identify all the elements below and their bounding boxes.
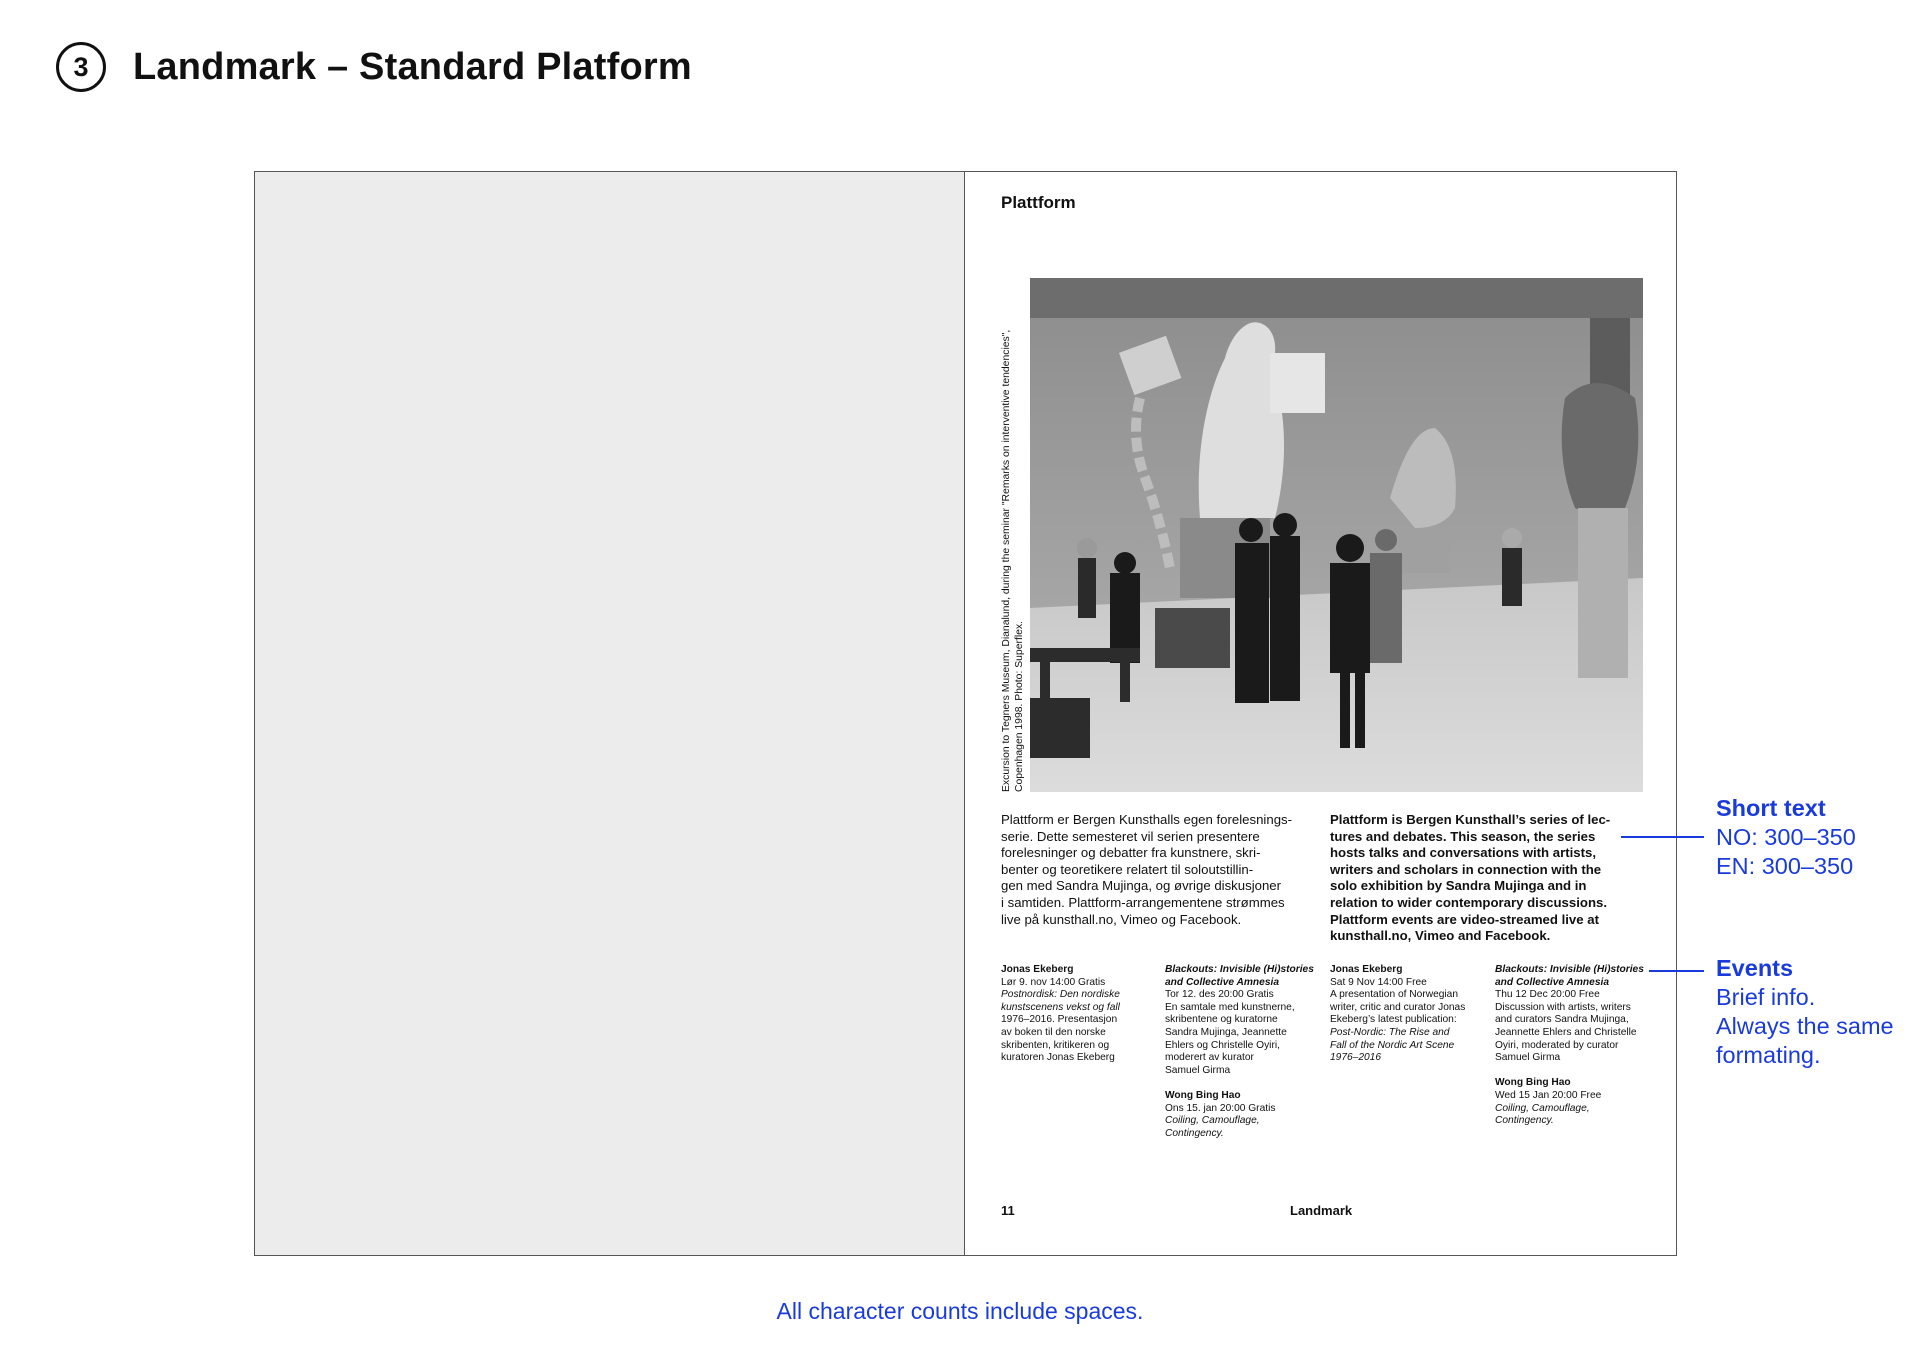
event-detail-line: Jeannette Ehlers and Christelle	[1495, 1026, 1637, 1038]
event-title: Jonas Ekeberg	[1001, 964, 1074, 975]
event-detail-line: Samuel Girma	[1495, 1052, 1561, 1064]
short-text-leader-line	[1621, 836, 1704, 838]
events-column	[1001, 964, 1151, 1077]
event-detail-line: writer, critic and curator Jonas	[1330, 1001, 1466, 1013]
body-no-line: forelesninger og debatter fra kunstnere, skri-	[1001, 845, 1261, 861]
left-page-blank	[255, 172, 965, 1255]
event-detail-line: Sandra Mujinga, Jeannette	[1165, 1026, 1287, 1038]
event-title: Wong Bing Hao	[1495, 1077, 1571, 1089]
annotation-events-heading: Events	[1716, 955, 1794, 981]
event-detail-line: Sat 9 Nov 14:00 Free	[1330, 976, 1427, 988]
page-number: 11	[1001, 1203, 1015, 1218]
event-detail-line: Postnordisk: Den nordiske	[1001, 989, 1120, 1001]
event-entry	[1001, 964, 1151, 1065]
body-en-line: solo exhibition by Sandra Mujinga and in	[1330, 878, 1587, 894]
event-detail-line: kuratoren Jonas Ekeberg	[1001, 1052, 1115, 1064]
body-en-line: writers and scholars in connection with the	[1330, 861, 1602, 877]
event-detail-line: skribenten, kritikeren og	[1001, 1039, 1110, 1051]
annotation-short-text	[1716, 794, 1856, 881]
section-heading: Plattform	[1001, 193, 1076, 212]
magazine-name: Landmark	[1290, 1203, 1353, 1218]
annotation-events-line: formating.	[1716, 1042, 1821, 1068]
event-detail-line: Oyiri, moderated by curator	[1495, 1039, 1619, 1051]
events-leader-line	[1649, 970, 1704, 972]
event-detail-line: Contingency.	[1495, 1115, 1554, 1127]
event-detail-line: A presentation of Norwegian	[1330, 989, 1458, 1001]
event-detail-line: Samuel Girma	[1165, 1064, 1231, 1076]
events-column	[1495, 964, 1645, 1140]
event-title: Blackouts: Invisible (Hi)stories and Collective Amnesia	[1165, 964, 1314, 988]
events-column	[1330, 964, 1480, 1077]
event-detail-line: Coiling, Camouflage,	[1165, 1115, 1260, 1127]
event-detail-line: En samtale med kunstnerne,	[1165, 1001, 1295, 1013]
event-title: Blackouts: Invisible (Hi)stories and Collective Amnesia	[1495, 964, 1644, 988]
event-detail-line: Ehlers og Christelle Oyiri,	[1165, 1039, 1280, 1051]
event-detail-line: 1976–2016. Presentasjon	[1001, 1014, 1118, 1026]
event-detail-line: Thu 12 Dec 20:00 Free	[1495, 989, 1600, 1001]
events-column	[1165, 964, 1315, 1153]
event-detail-line: moderert av kurator	[1165, 1052, 1254, 1064]
event-detail-line: 1976–2016	[1330, 1052, 1381, 1064]
exhibition-photo	[1030, 278, 1643, 792]
event-detail-line: Lør 9. nov 14:00 Gratis	[1001, 976, 1106, 988]
body-no-line: gen med Sandra Mujinga, og øvrige diskusjoner	[1001, 878, 1282, 894]
event-entry	[1495, 1077, 1645, 1127]
body-en-line: kunsthall.no, Vimeo and Facebook.	[1330, 928, 1551, 944]
body-en-line: Plattform is Bergen Kunsthall’s series of lec-	[1330, 812, 1611, 827]
event-detail-line: Wed 15 Jan 20:00 Free	[1495, 1089, 1602, 1101]
body-text-norwegian	[1001, 812, 1316, 928]
header	[56, 36, 692, 98]
event-title: Wong Bing Hao	[1165, 1089, 1241, 1101]
body-text-english	[1330, 812, 1645, 945]
event-detail-line: Fall of the Nordic Art Scene	[1330, 1039, 1455, 1051]
footer-note: All character counts include spaces.	[776, 1298, 1144, 1324]
event-entry	[1165, 964, 1315, 1077]
body-no-line: live på kunsthall.no, Vimeo og Facebook.	[1001, 911, 1242, 927]
annotation-short-text-heading: Short text	[1716, 795, 1826, 821]
step-number-badge: 3	[56, 42, 106, 92]
event-detail-line: Ons 15. jan 20:00 Gratis	[1165, 1102, 1276, 1114]
event-detail-line: Discussion with artists, writers	[1495, 1001, 1631, 1013]
caption-line-2: Copenhagen 1998. Photo: Superflex.	[1014, 621, 1025, 792]
event-detail-line: skribentene og kuratorne	[1165, 1014, 1278, 1026]
event-detail-line: av boken til den norske	[1001, 1026, 1106, 1038]
body-no-line: Plattform er Bergen Kunsthalls egen forelesnings-	[1001, 812, 1293, 827]
annotation-events-line: Always the same	[1716, 1013, 1894, 1039]
body-en-line: hosts talks and conversations with artists,	[1330, 845, 1597, 861]
event-entry	[1330, 964, 1480, 1065]
event-detail-line: Contingency.	[1165, 1127, 1224, 1139]
caption-line-1: Excursion to Tegners Museum, Dianalund, during the seminar "Remarks on interventive tendencies",	[1001, 329, 1012, 792]
event-detail-line: and curators Sandra Mujinga,	[1495, 1014, 1629, 1026]
body-no-line: i samtiden. Plattform-arrangementene strømmes	[1001, 894, 1285, 910]
body-no-line: serie. Dette semesteret vil serien presentere	[1001, 828, 1260, 844]
body-en-line: relation to wider contemporary discussions.	[1330, 894, 1608, 910]
body-no-line: benter og teoretikere relatert til soloutstillin-	[1001, 861, 1254, 877]
annotation-events-line: Brief info.	[1716, 984, 1816, 1010]
body-en-line: tures and debates. This season, the series	[1330, 828, 1596, 844]
page-title: Landmark – Standard Platform	[133, 45, 692, 88]
event-detail-line: Ekeberg’s latest publication:	[1330, 1014, 1457, 1026]
exhibition-photo-illustration	[1030, 278, 1643, 792]
body-en-line: Plattform events are video-streamed live at	[1330, 911, 1599, 927]
annotation-short-text-line: NO: 300–350	[1716, 824, 1856, 850]
event-detail-line: Post-Nordic: The Rise and	[1330, 1026, 1450, 1038]
event-detail-line: Coiling, Camouflage,	[1495, 1102, 1590, 1114]
event-entry	[1495, 964, 1645, 1065]
right-page	[965, 172, 1676, 1255]
event-detail-line: kunstscenens vekst og fall	[1001, 1001, 1120, 1013]
magazine-spread	[254, 171, 1677, 1256]
event-title: Jonas Ekeberg	[1330, 964, 1403, 975]
event-entry	[1165, 1090, 1315, 1140]
annotation-events	[1716, 954, 1894, 1070]
annotation-short-text-line: EN: 300–350	[1716, 853, 1854, 879]
event-detail-line: Tor 12. des 20:00 Gratis	[1165, 989, 1274, 1001]
